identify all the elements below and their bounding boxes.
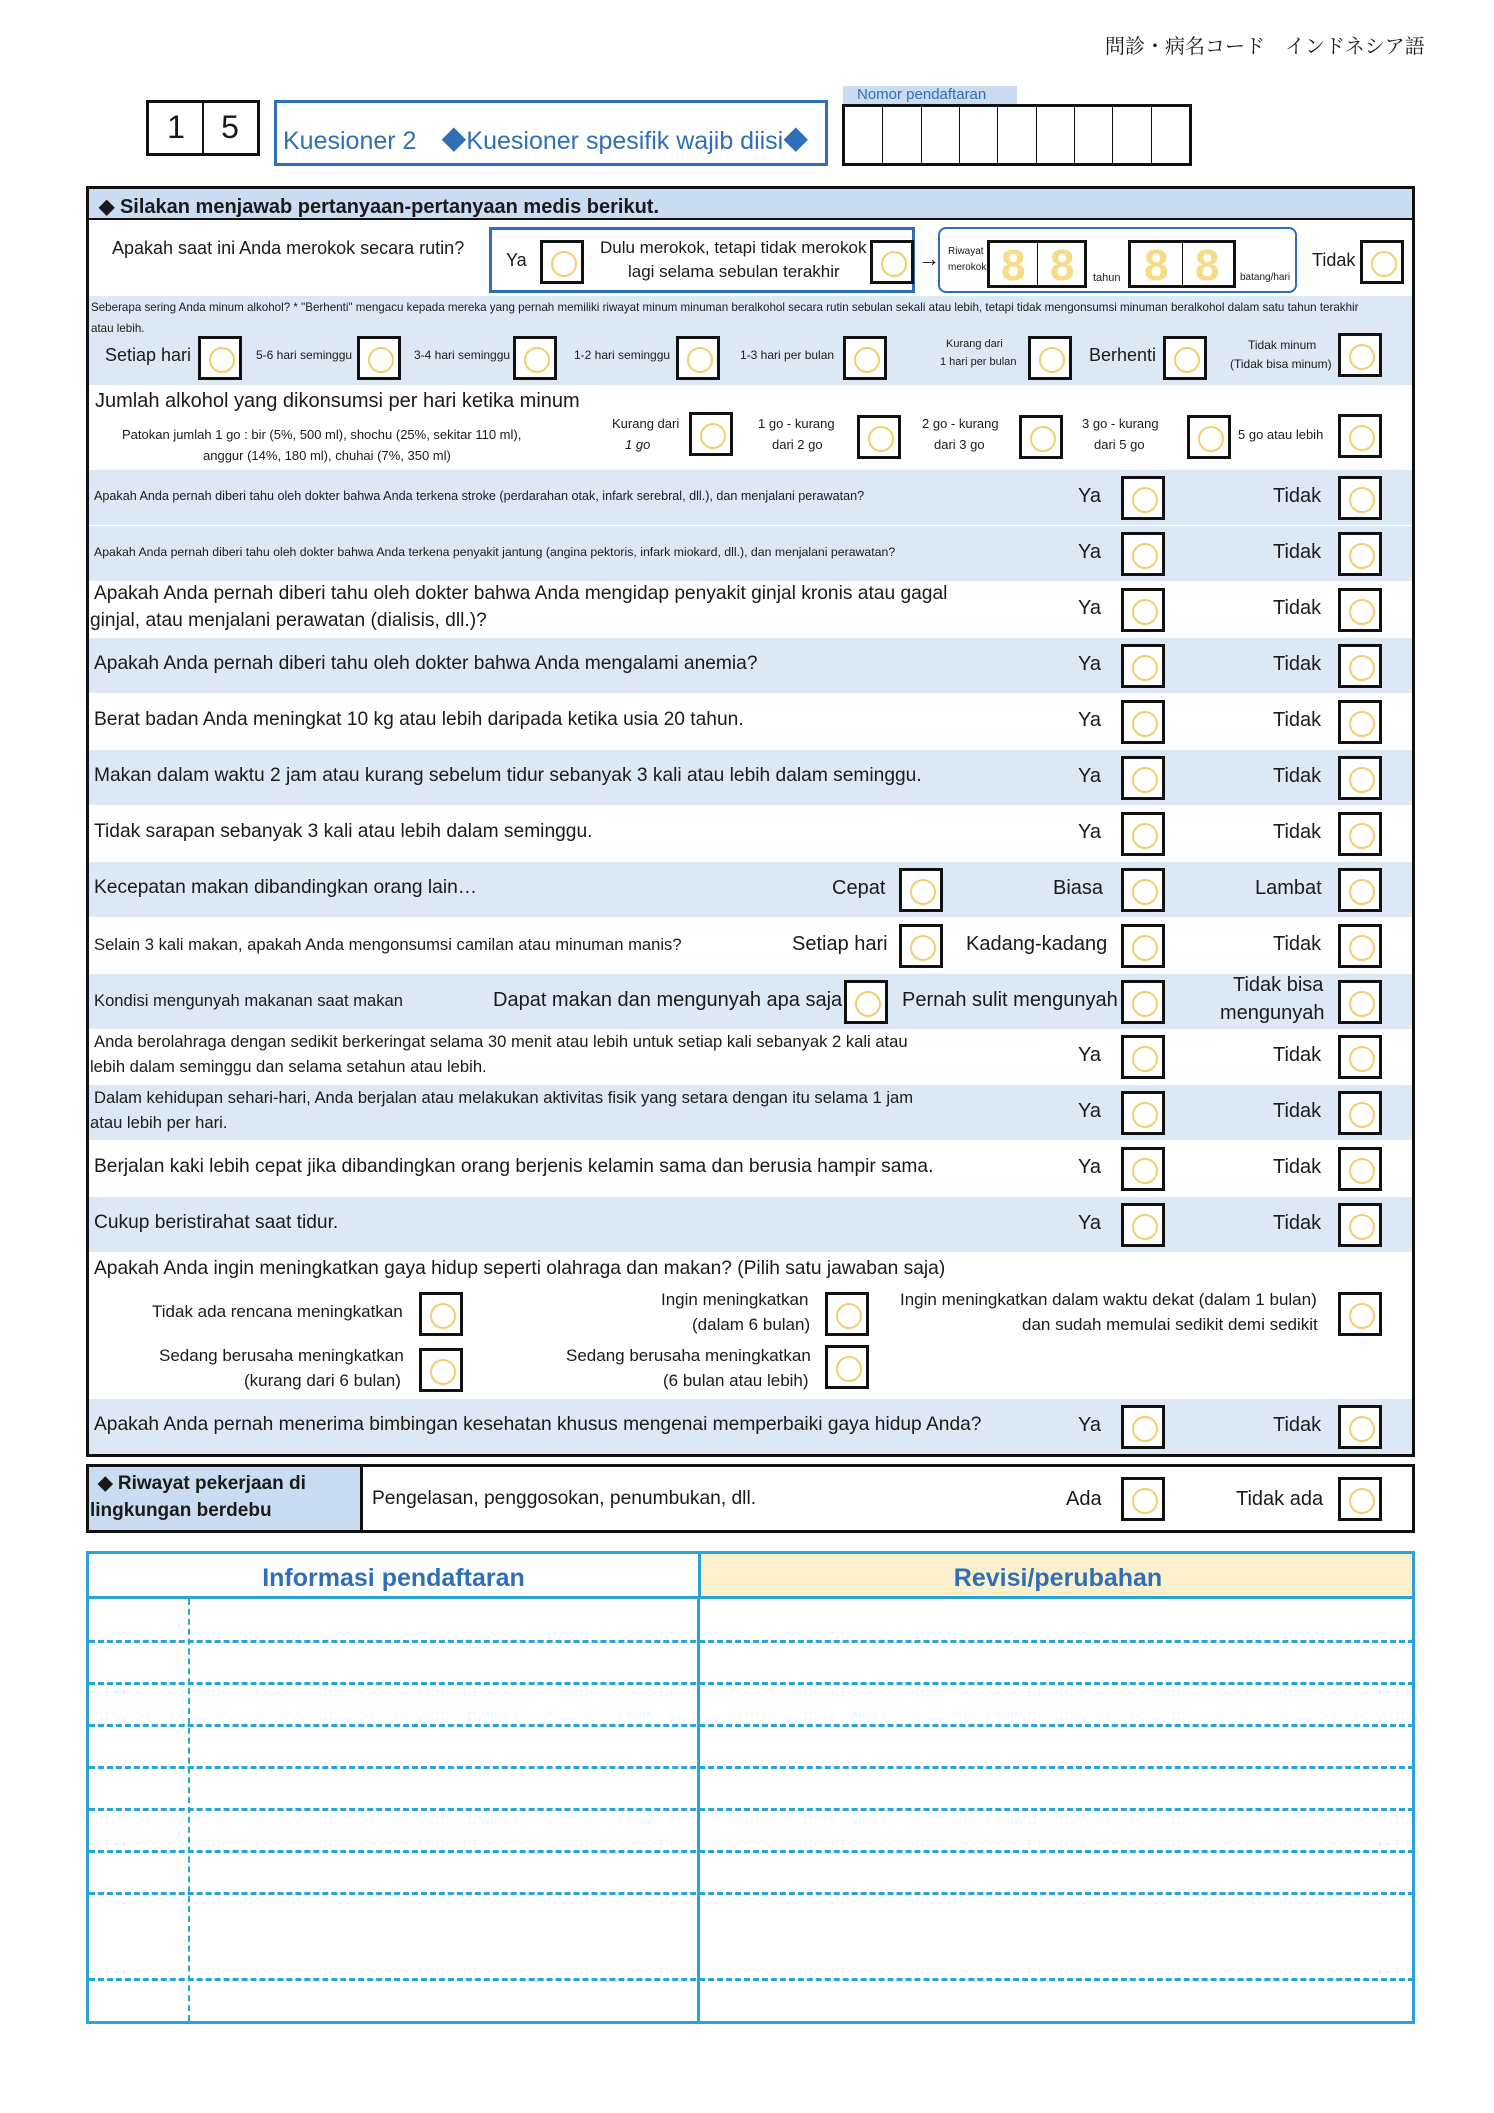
alcohol-frequency-note: Seberapa sering Anda minum alkohol? * "Berhenti" mengacu kepada mereka yang pernah memiliki riwayat minum minuman beralkohol secara rutin sebulan sekali atau lebih, tetapi tidak mengonsumsi minuman beralkohol dalam satu tahun terakhir <box>91 301 1359 314</box>
fast-walk-yes-checkbox[interactable] <box>1121 1147 1165 1191</box>
guidance-no-checkbox[interactable] <box>1338 1405 1382 1449</box>
form-number-digit: 1 <box>167 109 185 145</box>
walk-no-checkbox[interactable] <box>1338 1091 1382 1135</box>
yes-label: Ya <box>1078 1212 1101 1234</box>
late-meal-no-checkbox[interactable] <box>1338 756 1382 800</box>
alcohol-1-3m-label: 1-3 hari per bulan <box>740 348 835 362</box>
placeholder-digit: 8 <box>1195 241 1220 290</box>
alcohol-stopped-checkbox[interactable] <box>1163 336 1207 380</box>
alcohol-never-checkbox[interactable] <box>1338 333 1382 377</box>
question-walk-2: atau lebih per hari. <box>90 1113 228 1132</box>
no-label: Tidak <box>1273 821 1322 843</box>
dust-yes-checkbox[interactable] <box>1121 1477 1165 1521</box>
alcohol-frequency-note-2: atau lebih. <box>91 322 145 335</box>
alcohol-every-day-checkbox[interactable] <box>198 336 242 380</box>
alcohol-1-3m-checkbox[interactable] <box>843 336 887 380</box>
alcohol-amount-a3-2: dari 3 go <box>934 437 985 452</box>
placeholder-digit: 8 <box>1001 241 1026 290</box>
yes-label: Ya <box>1078 709 1101 731</box>
lifestyle-o4-label-1: Sedang berusaha meningkatkan <box>159 1346 404 1365</box>
alcohol-amount-a1-checkbox[interactable] <box>689 412 733 456</box>
alcohol-3-4-label: 3-4 hari seminggu <box>414 348 511 362</box>
question-exercise-2: lebih dalam seminggu dan selama setahun atau lebih. <box>90 1057 487 1076</box>
registration-row-line <box>89 1892 1414 1895</box>
registration-row-line <box>89 1682 1414 1685</box>
lifestyle-o5-checkbox[interactable] <box>825 1345 869 1389</box>
heart-yes-checkbox[interactable] <box>1121 532 1165 576</box>
form-number-digit: 5 <box>221 109 239 145</box>
walk-yes-checkbox[interactable] <box>1121 1091 1165 1135</box>
speed-slow-checkbox[interactable] <box>1338 868 1382 912</box>
yes-label: Ya <box>1078 541 1101 563</box>
speed-normal-label: Biasa <box>1053 877 1104 899</box>
breakfast-yes-checkbox[interactable] <box>1121 812 1165 856</box>
dust-no-label: Tidak ada <box>1236 1488 1324 1510</box>
snack-no-checkbox[interactable] <box>1338 924 1382 968</box>
dust-history-label-1: ◆ Riwayat pekerjaan di <box>98 1473 306 1494</box>
dust-yes-label: Ada <box>1066 1488 1102 1510</box>
heart-no-checkbox[interactable] <box>1338 532 1382 576</box>
smoking-per-day-unit: batang/hari <box>1240 272 1291 283</box>
alcohol-3-4-checkbox[interactable] <box>513 336 557 380</box>
registration-row-line <box>89 1724 1414 1727</box>
no-label: Tidak <box>1273 1212 1322 1234</box>
arrow-right-icon: → <box>918 246 940 271</box>
reg-number-label: Nomor pendaftaran <box>857 86 987 103</box>
lifestyle-o3-label-1: Ingin meningkatkan dalam waktu dekat (dalam 1 bulan) <box>900 1290 1317 1309</box>
registration-row-line <box>89 1766 1414 1769</box>
alcohol-amount-a1-1: Kurang dari <box>612 416 680 431</box>
alcohol-amount-a1-2: 1 go <box>625 437 651 452</box>
smoking-former-line1: Dulu merokok, tetapi tidak merokok <box>600 238 867 257</box>
speed-fast-label: Cepat <box>832 877 886 899</box>
question-heart: Apakah Anda pernah diberi tahu oleh dokter bahwa Anda terkena penyakit jantung (angina pektoris, infark miokard, dll.), dan menjalani perawatan? <box>94 545 896 559</box>
smoking-no-checkbox[interactable] <box>1360 240 1404 284</box>
no-label: Tidak <box>1273 597 1322 619</box>
registration-header-cell <box>89 1554 698 1599</box>
registration-row-line <box>89 1850 1414 1853</box>
guidance-yes-checkbox[interactable] <box>1121 1405 1165 1449</box>
chew-cannot-checkbox[interactable] <box>1338 980 1382 1024</box>
lifestyle-o4-checkbox[interactable] <box>419 1348 463 1392</box>
revision-header-cell <box>698 1554 1412 1599</box>
smoking-history-label-2: merokok <box>948 262 987 273</box>
yes-label: Ya <box>1078 765 1101 787</box>
alcohol-1-2-checkbox[interactable] <box>676 336 720 380</box>
no-label: Tidak <box>1273 541 1322 563</box>
smoking-years-input[interactable] <box>987 240 1087 288</box>
no-label: Tidak <box>1273 765 1322 787</box>
alcohol-amount-a4-1: 3 go - kurang <box>1082 416 1159 431</box>
no-label: Tidak <box>1273 485 1322 507</box>
reg-number-input[interactable] <box>842 104 1192 166</box>
yes-label: Ya <box>1078 653 1101 675</box>
smoking-former-checkbox[interactable] <box>870 240 914 284</box>
questionnaire-header <box>89 189 1412 220</box>
lifestyle-o5-label-2: (6 bulan atau lebih) <box>663 1371 809 1390</box>
lifestyle-o2-checkbox[interactable] <box>825 1292 869 1336</box>
yes-label: Ya <box>1078 597 1101 619</box>
document-code: 問診・病名コード インドネシア語 <box>1105 36 1425 58</box>
yes-label: Ya <box>1078 1414 1101 1436</box>
alcohol-amount-a2-1: 1 go - kurang <box>758 416 835 431</box>
question-late-meal: Makan dalam waktu 2 jam atau kurang sebelum tidur sebanyak 3 kali atau lebih dalam seminggu. <box>94 765 922 786</box>
question-kidney-1: Apakah Anda pernah diberi tahu oleh dokter bahwa Anda mengidap penyakit ginjal kronis atau gagal <box>94 583 948 604</box>
smoking-yes-checkbox[interactable] <box>540 240 584 284</box>
smoking-no-label: Tidak <box>1312 250 1356 270</box>
question-speed: Kecepatan makan dibandingkan orang lain… <box>94 877 477 898</box>
alcohol-1-2-label: 1-2 hari seminggu <box>574 348 671 362</box>
lifestyle-o2-label-1: Ingin meningkatkan <box>661 1290 809 1309</box>
speed-normal-checkbox[interactable] <box>1121 868 1165 912</box>
alcohol-every-day-label: Setiap hari <box>105 345 192 365</box>
alcohol-5-6-checkbox[interactable] <box>357 336 401 380</box>
lifestyle-o4-label-2: (kurang dari 6 bulan) <box>244 1371 401 1390</box>
question-kidney-2: ginjal, atau menjalani perawatan (dialisis, dll.)? <box>90 610 487 631</box>
lifestyle-o2-label-2: (dalam 6 bulan) <box>692 1315 811 1334</box>
alcohol-amount-guide-2: anggur (14%, 180 ml), chuhai (7%, 350 ml) <box>203 448 451 463</box>
dust-history-desc: Pengelasan, penggosokan, penumbukan, dll. <box>372 1488 757 1509</box>
weight-yes-checkbox[interactable] <box>1121 700 1165 744</box>
kidney-no-checkbox[interactable] <box>1338 588 1382 632</box>
stroke-no-checkbox[interactable] <box>1338 476 1382 520</box>
page-title: Kuesioner 2 ◆Kuesioner spesifik wajib diisi◆ <box>283 127 809 155</box>
placeholder-digit: 8 <box>1050 241 1075 290</box>
no-label: Tidak <box>1273 1100 1322 1122</box>
question-guidance: Apakah Anda pernah menerima bimbingan kesehatan khusus mengenai memperbaiki gaya hidup Anda? <box>94 1414 982 1435</box>
smoking-question: Apakah saat ini Anda merokok secara rutin? <box>112 238 465 258</box>
alcohol-5-6-label: 5-6 hari seminggu <box>256 348 353 362</box>
yes-label: Ya <box>1078 1100 1101 1122</box>
question-weight: Berat badan Anda meningkat 10 kg atau lebih daripada ketika usia 20 tahun. <box>94 709 744 730</box>
speed-fast-checkbox[interactable] <box>899 868 943 912</box>
no-label: Tidak <box>1273 1156 1322 1178</box>
speed-slow-label: Lambat <box>1255 877 1322 899</box>
smoking-yes-label: Ya <box>506 250 527 270</box>
alcohol-amount-a3-checkbox[interactable] <box>1019 415 1063 459</box>
yes-label: Ya <box>1078 1156 1101 1178</box>
smoking-years-unit: tahun <box>1093 272 1121 284</box>
dust-history-label-2: lingkungan berdebu <box>90 1500 272 1521</box>
smoking-former-line2: lagi selama sebulan terakhir <box>628 262 840 281</box>
question-walk-1: Dalam kehidupan sehari-hari, Anda berjalan atau melakukan aktivitas fisik yang setara dengan itu selama 1 jam <box>94 1088 914 1107</box>
question-stroke: Apakah Anda pernah diberi tahu oleh dokter bahwa Anda terkena stroke (perdarahan otak, infark serebral, dll.), dan menjalani perawatan? <box>94 489 865 503</box>
exercise-yes-checkbox[interactable] <box>1121 1035 1165 1079</box>
chew-cannot-label-2: mengunyah <box>1220 1002 1325 1024</box>
chew-hard-label: Pernah sulit mengunyah <box>902 989 1118 1011</box>
lifestyle-o5-label-1: Sedang berusaha meningkatkan <box>566 1346 811 1365</box>
no-label: Tidak <box>1273 1044 1322 1066</box>
anemia-yes-checkbox[interactable] <box>1121 644 1165 688</box>
alcohol-stopped-label: Berhenti <box>1089 345 1157 365</box>
no-label: Tidak <box>1273 709 1322 731</box>
alcohol-amount-a2-checkbox[interactable] <box>857 415 901 459</box>
alcohol-amount-a5-checkbox[interactable] <box>1338 414 1382 458</box>
stroke-yes-checkbox[interactable] <box>1121 476 1165 520</box>
weight-no-checkbox[interactable] <box>1338 700 1382 744</box>
breakfast-no-checkbox[interactable] <box>1338 812 1382 856</box>
snack-sometimes-label: Kadang-kadang <box>966 933 1108 955</box>
rest-yes-checkbox[interactable] <box>1121 1203 1165 1247</box>
registration-row-line <box>89 1808 1414 1811</box>
header-text: ◆ Silakan menjawab pertanyaan-pertanyaan medis berikut. <box>99 196 660 218</box>
alcohol-amount-a5: 5 go atau lebih <box>1238 427 1324 442</box>
lifestyle-o3-checkbox[interactable] <box>1338 1292 1382 1336</box>
question-chew: Kondisi mengunyah makanan saat makan <box>94 991 404 1010</box>
registration-row-line <box>89 1978 1414 1981</box>
question-exercise-1: Anda berolahraga dengan sedikit berkeringat selama 30 menit atau lebih untuk setiap kali sebanyak 2 kali atau <box>94 1032 908 1051</box>
reg-number-label-box <box>843 86 1017 104</box>
question-breakfast: Tidak sarapan sebanyak 3 kali atau lebih dalam seminggu. <box>94 821 593 842</box>
chew-cannot-label-1: Tidak bisa <box>1233 974 1324 996</box>
alcohol-less-label-1: Kurang dari <box>946 338 1003 350</box>
alcohol-amount-a2-2: dari 2 go <box>772 437 823 452</box>
revision-header: Revisi/perubahan <box>953 1564 1163 1592</box>
alcohol-less-label-2: 1 hari per bulan <box>940 356 1017 368</box>
snack-sometimes-checkbox[interactable] <box>1121 924 1165 968</box>
chew-any-label: Dapat makan dan mengunyah apa saja <box>493 989 843 1011</box>
alcohol-less-checkbox[interactable] <box>1028 336 1072 380</box>
question-anemia: Apakah Anda pernah diberi tahu oleh dokter bahwa Anda mengalami anemia? <box>94 653 758 674</box>
snack-daily-checkbox[interactable] <box>899 924 943 968</box>
question-fast-walk: Berjalan kaki lebih cepat jika dibandingkan orang berjenis kelamin sama dan berusia hampir sama. <box>94 1156 934 1177</box>
no-label: Tidak <box>1273 653 1322 675</box>
lifestyle-o3-label-2: dan sudah memulai sedikit demi sedikit <box>1022 1315 1318 1334</box>
chew-any-checkbox[interactable] <box>844 980 888 1024</box>
alcohol-amount-a4-checkbox[interactable] <box>1187 415 1231 459</box>
form-number-box <box>146 100 260 156</box>
alcohol-never-label-2: (Tidak bisa minum) <box>1230 357 1332 371</box>
dust-no-checkbox[interactable] <box>1338 1477 1382 1521</box>
registration-row-line <box>89 1640 1414 1643</box>
kidney-yes-checkbox[interactable] <box>1121 588 1165 632</box>
lifestyle-o1-checkbox[interactable] <box>419 1292 463 1336</box>
rest-no-checkbox[interactable] <box>1338 1203 1382 1247</box>
alcohol-never-label-1: Tidak minum <box>1248 338 1317 352</box>
alcohol-amount-question: Jumlah alkohol yang dikonsumsi per hari ketika minum <box>95 390 580 412</box>
placeholder-digit: 8 <box>1144 241 1169 290</box>
chew-hard-checkbox[interactable] <box>1121 980 1165 1024</box>
lifestyle-o1-label: Tidak ada rencana meningkatkan <box>152 1302 403 1321</box>
anemia-no-checkbox[interactable] <box>1338 644 1382 688</box>
alcohol-amount-a4-2: dari 5 go <box>1094 437 1145 452</box>
alcohol-amount-a3-1: 2 go - kurang <box>922 416 999 431</box>
snack-no-label: Tidak <box>1273 933 1322 955</box>
smoking-per-day-input[interactable] <box>1128 240 1236 288</box>
exercise-no-checkbox[interactable] <box>1338 1035 1382 1079</box>
yes-label: Ya <box>1078 821 1101 843</box>
no-label: Tidak <box>1273 1414 1322 1436</box>
yes-label: Ya <box>1078 1044 1101 1066</box>
yes-label: Ya <box>1078 485 1101 507</box>
question-snack: Selain 3 kali makan, apakah Anda mengonsumsi camilan atau minuman manis? <box>94 935 682 954</box>
snack-daily-label: Setiap hari <box>792 933 888 955</box>
registration-table <box>86 1551 1415 2024</box>
smoking-history-label-1: Riwayat <box>948 246 984 257</box>
alcohol-amount-guide-1: Patokan jumlah 1 go : bir (5%, 500 ml), shochu (25%, sekitar 110 ml), <box>122 427 522 442</box>
question-rest: Cukup beristirahat saat tidur. <box>94 1212 339 1233</box>
registration-header: Informasi pendaftaran <box>262 1564 525 1592</box>
late-meal-yes-checkbox[interactable] <box>1121 756 1165 800</box>
question-lifestyle: Apakah Anda ingin meningkatkan gaya hidup seperti olahraga dan makan? (Pilih satu jawaban saja) <box>94 1258 946 1279</box>
title-box <box>274 100 828 166</box>
fast-walk-no-checkbox[interactable] <box>1338 1147 1382 1191</box>
